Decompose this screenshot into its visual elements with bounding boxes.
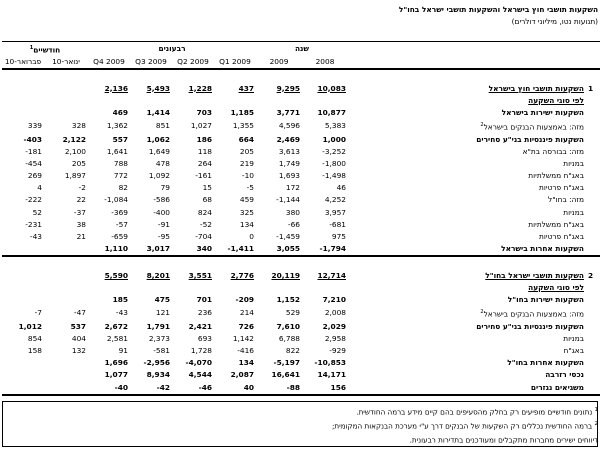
- table-cell: 404: [71, 333, 86, 343]
- group-header-row: [2, 41, 600, 56]
- table-cell: [2, 381, 44, 394]
- subtitle-row: [2, 16, 600, 28]
- section-number: [586, 282, 600, 294]
- table-row: [2, 82, 600, 94]
- row-label: במניות: [563, 333, 584, 343]
- table-cell: 557: [112, 134, 128, 144]
- table-cell: 3,055: [256, 243, 302, 256]
- row-label: באג"ח ממשלתיות: [528, 219, 584, 229]
- table-cell: 1,000: [322, 134, 346, 144]
- table-row: [2, 194, 600, 206]
- table-row: [2, 182, 600, 194]
- section-number: [586, 133, 600, 145]
- col-header: Q2 2009: [172, 56, 214, 69]
- table-cell: 1,362: [106, 121, 128, 131]
- table-cell: [302, 95, 348, 107]
- table-cell: 2,008: [324, 308, 346, 318]
- table-cell: -10: [241, 171, 254, 181]
- section-number: [586, 95, 600, 107]
- table-cell: -231: [25, 219, 42, 229]
- table-cell: 2,373: [148, 333, 170, 343]
- table-cell: 0: [249, 232, 254, 242]
- table-cell: [214, 95, 256, 107]
- table-cell: [2, 282, 44, 294]
- table-row: [2, 107, 600, 119]
- table-cell: [172, 95, 214, 107]
- table-cell: 2,087: [230, 370, 254, 380]
- table-cell: 6,788: [278, 333, 300, 343]
- column-header-row: [2, 56, 600, 69]
- table-cell: -5,197: [273, 358, 300, 368]
- table-cell: -2: [78, 183, 86, 193]
- section-number: [586, 170, 600, 182]
- table-cell: 121: [155, 308, 170, 318]
- table-cell: 703: [196, 107, 212, 117]
- table-cell: 158: [27, 346, 42, 355]
- table-cell: -1,459: [276, 232, 300, 242]
- col-header: פברואר-10: [2, 56, 44, 69]
- table-cell: 478: [155, 158, 170, 168]
- table-cell: 134: [239, 219, 254, 229]
- table-cell: 7,610: [276, 321, 300, 331]
- section-number: [586, 219, 600, 231]
- table-cell: 1,062: [146, 134, 170, 144]
- row-label: משגיאים נגזרים: [348, 381, 586, 394]
- table-cell: 1,693: [278, 171, 300, 181]
- table-cell: 1,077: [104, 370, 128, 380]
- table-cell: 1,228: [188, 83, 212, 93]
- section-number: [586, 207, 600, 219]
- table-cell: 21: [76, 232, 86, 242]
- table-cell: 3,957: [324, 207, 346, 217]
- section-number: 2: [588, 270, 594, 280]
- row-label: מזה: באמצעות הבנקים בישראל$^2$: [480, 121, 584, 132]
- table-cell: 1,355: [232, 121, 254, 131]
- table-cell: -4,070: [185, 358, 212, 368]
- table-cell: [2, 107, 44, 119]
- table-row: [2, 243, 600, 256]
- table-cell: 8,934: [146, 370, 170, 380]
- table-cell: 2,122: [62, 134, 86, 144]
- spacer-row: [2, 69, 600, 82]
- row-label: לפי סוגי השקעה: [528, 95, 584, 105]
- table-cell: [2, 294, 44, 306]
- quarterly-group-header: רבעונים: [88, 41, 256, 56]
- table-cell: 14,171: [317, 370, 346, 380]
- table-cell: 1,092: [148, 171, 170, 181]
- table-row: [2, 345, 600, 357]
- section-number: [586, 357, 600, 369]
- table-cell: 1,012: [18, 321, 42, 331]
- table-cell: 172: [285, 183, 300, 193]
- table-cell: 16,641: [271, 370, 300, 380]
- table-cell: -3,252: [322, 146, 346, 156]
- table-cell: 3,551: [188, 270, 212, 280]
- table-cell: -1,794: [302, 243, 348, 256]
- table-row: [2, 369, 600, 381]
- table-cell: 52: [32, 207, 42, 217]
- table-cell: 824: [197, 207, 212, 217]
- table-cell: [44, 369, 88, 381]
- row-label: השקעות פיננסיות בני"ע סחירים: [476, 134, 584, 144]
- table-cell: [2, 95, 44, 107]
- table-cell: 1,641: [106, 146, 128, 156]
- table-cell: 975: [331, 232, 346, 242]
- table-cell: 325: [239, 207, 254, 217]
- table-cell: [2, 357, 44, 369]
- table-cell: -161: [195, 171, 212, 181]
- table-cell: 132: [71, 346, 86, 355]
- table-cell: -681: [329, 219, 346, 229]
- table-cell: 1,749: [278, 158, 300, 168]
- col-header: 2008: [302, 56, 348, 69]
- table-cell: [2, 270, 44, 282]
- table-cell: 219: [239, 158, 254, 168]
- section-number: [586, 243, 600, 256]
- table-row: [2, 270, 600, 282]
- table-cell: 236: [197, 308, 212, 318]
- table-row: [2, 294, 600, 306]
- table-cell: 2,029: [322, 321, 346, 331]
- table-cell: 4: [37, 183, 42, 193]
- table-cell: 1,897: [64, 171, 86, 181]
- row-label: באג"ח פרטיות: [539, 232, 584, 242]
- table-cell: -46: [172, 381, 214, 394]
- table-cell: 8,201: [146, 270, 170, 280]
- col-header: Q3 2009: [130, 56, 172, 69]
- table-cell: -91: [157, 219, 170, 229]
- table-cell: [302, 282, 348, 294]
- table-cell: 5,383: [324, 121, 346, 131]
- table-cell: 851: [155, 121, 170, 131]
- table-cell: 15: [202, 183, 212, 193]
- table-cell: -7: [34, 308, 42, 318]
- section-number: [586, 306, 600, 320]
- table-cell: [44, 243, 88, 256]
- table-cell: 156: [302, 381, 348, 394]
- table-row: [2, 146, 600, 158]
- table-cell: 22: [76, 195, 86, 205]
- page-subtitle: (תנועות נטו, מיליוני דולרים): [511, 17, 599, 27]
- table-cell: 340: [172, 243, 214, 256]
- table-row: [2, 158, 600, 170]
- table-cell: -704: [195, 232, 212, 242]
- table-cell: 1,791: [146, 321, 170, 331]
- table-cell: 772: [113, 171, 128, 181]
- table-row: [2, 95, 600, 107]
- table-cell: 693: [197, 333, 212, 343]
- table-cell: 269: [27, 171, 42, 181]
- page-title: השקעות תושבי חוץ בישראל והשקעות תושבי ישראל בחו"ל: [398, 5, 599, 15]
- table-cell: 475: [154, 294, 170, 304]
- table-cell: [214, 282, 256, 294]
- spacer-row: [2, 28, 600, 41]
- row-label: במניות: [563, 207, 584, 217]
- section-number: [586, 119, 600, 133]
- table-cell: 205: [71, 158, 86, 168]
- table-cell: 185: [112, 294, 128, 304]
- table-row: [2, 170, 600, 182]
- table-cell: 469: [112, 107, 128, 117]
- year-group-header: שנה: [256, 41, 348, 56]
- section-number: [586, 321, 600, 333]
- table-row: [2, 119, 600, 133]
- table-cell: 4,252: [324, 195, 346, 205]
- table-cell: -586: [153, 195, 170, 205]
- table-row: [2, 357, 600, 369]
- table-cell: -403: [23, 134, 42, 144]
- table-row: [2, 133, 600, 145]
- row-label: השקעות תושבי ישראל בחו"ל: [485, 270, 584, 280]
- table-cell: -57: [115, 219, 128, 229]
- section-number: [586, 294, 600, 306]
- data-table: [2, 4, 600, 396]
- table-cell: -454: [25, 158, 42, 168]
- table-cell: 20,119: [271, 270, 300, 280]
- table-cell: 2,469: [276, 134, 300, 144]
- table-cell: 437: [238, 83, 254, 93]
- row-label: נכסי רזרבה: [545, 370, 584, 380]
- table-cell: 1,696: [104, 358, 128, 368]
- footnote-3: דיווחים ישירים מחברות מתקבלים ומעודכנים בתדירות רבעונית.: [409, 435, 598, 445]
- table-cell: 264: [197, 158, 212, 168]
- table-cell: 3,771: [276, 107, 300, 117]
- table-cell: -1,084: [104, 195, 128, 205]
- table-cell: 40: [214, 381, 256, 394]
- table-cell: -43: [115, 308, 128, 318]
- table-cell: [44, 381, 88, 394]
- table-cell: 1,152: [276, 294, 300, 304]
- table-cell: [130, 282, 172, 294]
- table-cell: -42: [130, 381, 172, 394]
- monthly-group-header: חודשיים$^1$: [2, 41, 88, 56]
- table-cell: 5,493: [146, 83, 170, 93]
- table-cell: 38: [76, 219, 86, 229]
- table-cell: 2,100: [64, 146, 86, 156]
- table-cell: 2,672: [104, 321, 128, 331]
- table-cell: 91: [118, 346, 128, 355]
- table-cell: -5: [246, 183, 254, 193]
- table-row: [2, 306, 600, 320]
- table-cell: [88, 282, 130, 294]
- table-cell: [256, 282, 302, 294]
- row-label: השקעות אחרות בחו"ל: [507, 358, 584, 368]
- table-cell: -88: [256, 381, 302, 394]
- table-cell: 822: [285, 346, 300, 355]
- table-cell: [130, 95, 172, 107]
- col-header: Q1 2009: [214, 56, 256, 69]
- table-cell: 4,544: [188, 370, 212, 380]
- table-cell: 12,714: [317, 270, 346, 280]
- row-label: מזה: באמצעות הבנקים בישראל$^2$: [480, 309, 584, 319]
- table-row: [2, 282, 600, 294]
- section-number: 1: [588, 83, 594, 93]
- table-cell: -1,800: [322, 158, 346, 168]
- row-label: השקעות ישירות בישראל: [501, 107, 584, 117]
- table-cell: 2,421: [188, 321, 212, 331]
- table-cell: [88, 95, 130, 107]
- table-cell: -95: [157, 232, 170, 242]
- row-label: מזה: בחו"ל: [548, 195, 584, 205]
- table-cell: 788: [113, 158, 128, 168]
- col-header: 2009: [256, 56, 302, 69]
- table-row: [2, 381, 600, 394]
- table-cell: -1,144: [276, 195, 300, 205]
- section-number: [586, 146, 600, 158]
- table-cell: 5,590: [104, 270, 128, 280]
- table-cell: 1,027: [190, 121, 212, 131]
- section-number: [586, 158, 600, 170]
- table-cell: [44, 357, 88, 369]
- row-label: השקעות פיננסיות בני"ע סחירים: [476, 321, 584, 331]
- table-row: [2, 207, 600, 219]
- row-label: לפי סוגי השקעה: [528, 282, 584, 292]
- table-cell: -10,853: [314, 358, 346, 368]
- table-cell: -40: [88, 381, 130, 394]
- table-cell: 339: [27, 121, 42, 131]
- footnote-1: $^1$ נתונים חודשיים מופיעים רק בחלק מהסעיפים בהם קיים מידע ברמה החודשית.: [356, 407, 598, 417]
- table-cell: -37: [73, 207, 86, 217]
- section-number: [586, 345, 600, 357]
- table-cell: [44, 270, 88, 282]
- table-cell: 205: [239, 146, 254, 156]
- table-cell: 46: [336, 183, 346, 193]
- table-cell: 3,017: [130, 243, 172, 256]
- table-cell: -2,956: [143, 358, 170, 368]
- table-cell: 214: [239, 308, 254, 318]
- table-cell: 2,136: [104, 83, 128, 93]
- title-row: [2, 4, 600, 16]
- table-cell: [2, 369, 44, 381]
- table-row: [2, 219, 600, 231]
- table-cell: 459: [239, 195, 254, 205]
- table-cell: 529: [285, 308, 300, 318]
- table-cell: -43: [29, 232, 42, 242]
- table-cell: 1,142: [232, 333, 254, 343]
- table-cell: 1,649: [148, 146, 170, 156]
- table-cell: 664: [238, 134, 254, 144]
- table-cell: -400: [153, 207, 170, 217]
- table-cell: 10,083: [317, 83, 346, 93]
- table-cell: -52: [199, 219, 212, 229]
- row-label: באג"ח פרטיות: [539, 183, 584, 193]
- table-row: [2, 321, 600, 333]
- table-cell: 68: [202, 195, 212, 205]
- table-cell: 1,414: [146, 107, 170, 117]
- footnote-2: $^2$ ברמה החודשית נכללים רק השקעות של הבנקים דרך ע"י מערכת הבנקאות המקומית;: [331, 421, 598, 431]
- section-number: [586, 231, 600, 243]
- table-cell: 380: [285, 207, 300, 217]
- table-cell: [2, 243, 44, 256]
- table-cell: -369: [111, 207, 128, 217]
- table-cell: 4,596: [278, 121, 300, 131]
- table-cell: [44, 294, 88, 306]
- table-cell: 3,613: [278, 146, 300, 156]
- table-cell: 118: [197, 146, 212, 156]
- row-label: השקעות תושבי חוץ בישראל: [488, 83, 584, 93]
- table-cell: 2,958: [324, 333, 346, 343]
- table-cell: -1,498: [322, 171, 346, 181]
- table-cell: 2,581: [106, 333, 128, 343]
- table-cell: 1,185: [230, 107, 254, 117]
- section-number: [586, 107, 600, 119]
- table-row: [2, 231, 600, 243]
- row-label: השקעות ישירות בחו"ל: [507, 294, 584, 304]
- table-cell: [44, 107, 88, 119]
- table-cell: [44, 282, 88, 294]
- table-cell: 1,110: [88, 243, 130, 256]
- table-cell: 79: [160, 183, 170, 193]
- section-number: [586, 194, 600, 206]
- table-cell: -929: [329, 346, 346, 355]
- section-number: [586, 381, 600, 394]
- row-label: באג"ח ממשלתיות: [528, 171, 584, 181]
- table-cell: 134: [238, 358, 254, 368]
- row-label: באג"ח: [563, 346, 584, 355]
- table-cell: -222: [25, 195, 42, 205]
- table-cell: [44, 95, 88, 107]
- table-cell: 10,877: [317, 107, 346, 117]
- col-header: ינואר-10: [44, 56, 88, 69]
- table-cell: 7,210: [322, 294, 346, 304]
- table-cell: -581: [153, 346, 170, 355]
- section-number: [586, 182, 600, 194]
- table-cell: -1,411: [214, 243, 256, 256]
- table-cell: 1,728: [190, 346, 212, 355]
- row-label: במניות: [563, 158, 584, 168]
- table-cell: -209: [235, 294, 254, 304]
- table-cell: [44, 82, 88, 94]
- col-header: Q4 2009: [88, 56, 130, 69]
- table-cell: [2, 82, 44, 94]
- row-label: מזה: בבורסה בת"א: [522, 146, 584, 156]
- table-cell: 726: [238, 321, 254, 331]
- table-cell: 854: [27, 333, 42, 343]
- table-cell: [256, 95, 302, 107]
- table-cell: 9,295: [276, 83, 300, 93]
- section-number: [586, 369, 600, 381]
- table-row: [2, 333, 600, 345]
- table-cell: 2,776: [230, 270, 254, 280]
- table-cell: [172, 282, 214, 294]
- table-cell: 82: [118, 183, 128, 193]
- section-number: [586, 333, 600, 345]
- table-cell: 186: [196, 134, 212, 144]
- table-cell: 328: [71, 121, 86, 131]
- spacer-row: [2, 256, 600, 269]
- row-label: השקעות אחרות בישראל: [348, 243, 586, 256]
- table-cell: 701: [196, 294, 212, 304]
- table-cell: 537: [70, 321, 86, 331]
- table-cell: -659: [111, 232, 128, 242]
- table-cell: -47: [73, 308, 86, 318]
- table-cell: -181: [25, 146, 42, 156]
- table-cell: -416: [237, 346, 254, 355]
- table-cell: -66: [287, 219, 300, 229]
